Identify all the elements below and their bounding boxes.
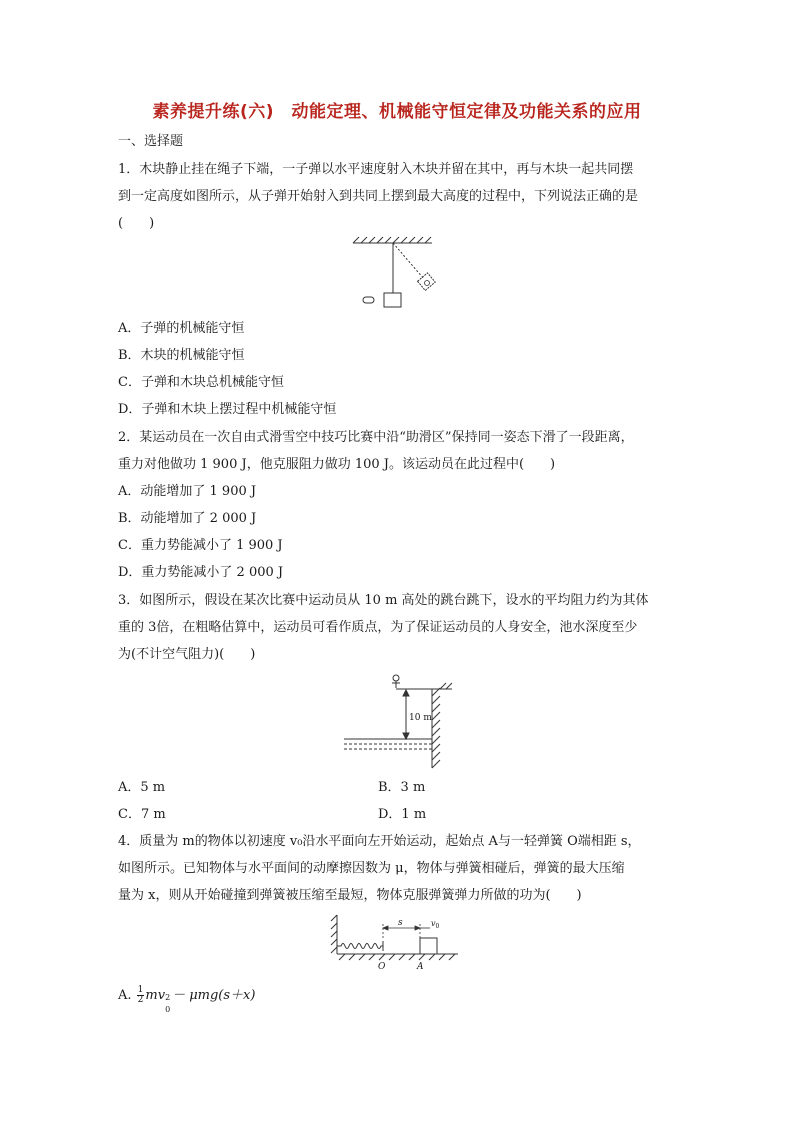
q3-option-a: A．5 m bbox=[118, 780, 166, 795]
wall-hatch bbox=[432, 683, 452, 768]
q2-option-b: B．动能增加了 2 000 J bbox=[118, 511, 257, 526]
q1-line-1: 1．木块静止挂在绳子下端，一子弹以水平速度射入木块并留在其中，再与木块一起共同摆 bbox=[118, 162, 634, 177]
q4-line-2: 如图所示。已知物体与水平面间的动摩擦因数为 μ，物体与弹簧相碰后，弹簧的最大压缩 bbox=[118, 861, 625, 876]
v0-label: $v_0$ bbox=[431, 919, 440, 930]
q4-line-3: 量为 x，则从开始碰撞到弹簧被压缩至最短，物体克服弹簧弹力所做的功为( ) bbox=[118, 888, 582, 903]
left-wall bbox=[331, 915, 337, 954]
q4-option-a: A. $\frac{1}{2}$ mv 2 0 － μmg(s＋x) bbox=[118, 985, 256, 1014]
q4-spring-figure bbox=[328, 912, 464, 974]
spring bbox=[337, 944, 383, 949]
q3-option-b: B．3 m bbox=[378, 780, 426, 795]
q1-option-b: B．木块的机械能守恒 bbox=[118, 348, 245, 363]
q1-line-2: 到一定高度如图所示，从子弹开始射入到共同上摆到最大高度的过程中，下列说法正确的是 bbox=[118, 189, 639, 204]
wood-block bbox=[384, 293, 401, 307]
q2-option-d: D．重力势能减小了 2 000 J bbox=[118, 565, 284, 580]
floor-hatch bbox=[337, 954, 458, 960]
bullet bbox=[363, 297, 374, 303]
q2-option-c: C．重力势能减小了 1 900 J bbox=[118, 538, 283, 553]
o-label: O bbox=[378, 962, 386, 972]
swung-block bbox=[418, 273, 436, 291]
q3-line-3: 为(不计空气阻力)( ) bbox=[118, 647, 256, 662]
swung-rope bbox=[393, 243, 424, 279]
q3-diving-figure bbox=[340, 672, 460, 770]
q3-line-1: 3．如图所示，假设在某次比赛中运动员从 10 m 高处的跳台跳下，设水的平均阻力约为其体 bbox=[118, 593, 649, 608]
q1-option-c: C．子弹和木块总机械能守恒 bbox=[118, 375, 284, 390]
q1-line-3: ( ) bbox=[118, 216, 155, 231]
a-label: A bbox=[417, 962, 424, 972]
ceiling-hatch bbox=[353, 237, 432, 243]
q3-option-c: C．7 m bbox=[118, 807, 166, 822]
q2-line-1: 2．某运动员在一次自由式滑雪空中技巧比赛中沿“助滑区”保持同一姿态下滑了一段距离， bbox=[118, 430, 634, 445]
q3-line-2: 重的 3倍，在粗略估算中，运动员可看作质点，为了保证运动员的人身安全，池水深度至少 bbox=[118, 620, 638, 635]
q1-pendulum-figure bbox=[350, 236, 450, 312]
block bbox=[420, 938, 437, 954]
q3-option-d: D．1 m bbox=[378, 807, 427, 822]
diver bbox=[392, 675, 400, 688]
q1-option-a: A．子弹的机械能守恒 bbox=[118, 321, 245, 336]
q2-option-a: A．动能增加了 1 900 J bbox=[118, 484, 257, 499]
section-heading: 一、选择题 bbox=[118, 134, 184, 149]
fraction-half: $\frac{1}{2}$ bbox=[137, 985, 144, 1005]
q2-line-2: 重力对他做功 1 900 J，他克服阻力做功 100 J。该运动员在此过程中( ) bbox=[118, 457, 556, 472]
s-label: s bbox=[398, 918, 403, 928]
water-surface bbox=[344, 739, 432, 749]
q4-line-1: 4．质量为 m的物体以初速度 v₀沿水平面向左开始运动，起始点 A与一轻弹簧 O端相距 s， bbox=[118, 834, 641, 849]
q1-option-d: D．子弹和木块上摆过程中机械能守恒 bbox=[118, 402, 337, 417]
height-label: 10 m bbox=[409, 713, 432, 723]
page-title: 素养提升练(六) 动能定理、机械能守恒定律及功能关系的应用 bbox=[152, 102, 642, 122]
